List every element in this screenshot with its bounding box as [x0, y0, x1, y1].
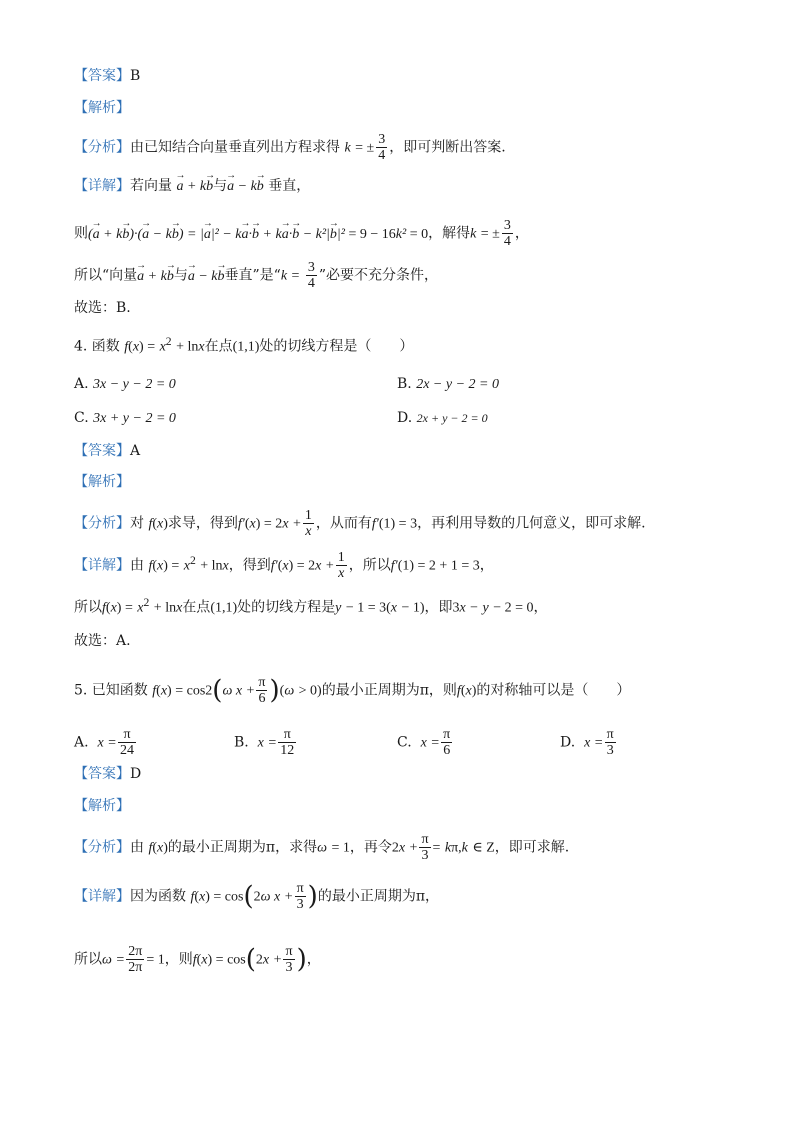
q5-fenxi-line: 【分析】由 f(x)的最小正周期为π，求得ω = 1，再令2x + $\frac{\pi}{3}$ = kπ,k ∈ Z，即可求解. [74, 832, 570, 863]
q5-analysis-line: 【解析】 [74, 798, 130, 814]
q3-detail1-line: 【详解】若向量 → a + k→ b与→ a − k→ b 垂直， [74, 176, 310, 197]
analysis-tag: 【解析】 [74, 100, 130, 116]
q4-stem: 4. 函数 $f(x) = x^2 + \ln x$在点(1,1)处的切线方程是（ ） [74, 335, 414, 355]
q4-option-d[interactable]: D. 2x + y − 2 = 0 [397, 410, 488, 426]
q5-detail2-line: 所以ω = $\frac{2\pi}{2\pi}$ = 1，则f(x) = cos(2x + $\frac{\pi}{3}$ )， [74, 944, 321, 975]
q3-conclusion: 故选：B. [74, 300, 131, 316]
q5-stem: 5. 已知函数 f(x) = cos2(ω x + $\frac{\pi}{6}$ )(ω > 0)的最小正周期为π，则f(x)的对称轴可以是（ ） [74, 675, 631, 706]
fenxi-tag: 【分析】 [74, 139, 130, 156]
q5-option-a[interactable]: A. x = $\frac{\pi}{24}$ [74, 727, 135, 758]
q4-detail1-line: 【详解】由 $f(x) = x^2 + \ln x$，得到f′(x) = 2x + $\frac{1}{x}$ ，所以f′(1) = 2 + 1 = 3， [74, 550, 494, 581]
q3-answer: B [130, 68, 141, 84]
q3-k-value: k [344, 140, 351, 156]
fraction-3-4: $\frac{3}{4}$ [378, 132, 386, 163]
q4-option-b[interactable]: B. 2x − y − 2 = 0 [397, 376, 499, 392]
q4-conclusion: 故选：A. [74, 633, 131, 649]
q3-fenxi-line: 【分析】由已知结合向量垂直列出方程求得 k = ± $\frac{3}{4}$ ，即可判断出答案. [74, 132, 506, 163]
q5-option-d[interactable]: D. x = $\frac{\pi}{3}$ [560, 727, 614, 758]
q3-analysis-line [74, 98, 130, 118]
q4-answer: A [130, 443, 141, 459]
answer-tag: 【答案】 [74, 68, 130, 84]
q4-option-c[interactable]: C. 3x + y − 2 = 0 [74, 410, 176, 426]
q3-detail2-line: 则(→ a + k→ b)·(→ a − k→ b) = |→ a|² − k→ a·→ b + k→ a·→ b − k²|→ b|² = 9 − 16k² = 0，解得k = ± $\frac{3}{4}$ ， [74, 218, 529, 249]
q5-detail1-line: 【详解】因为函数 f(x) = cos(2ω x + $\frac{\pi}{3}$ )的最小正周期为π， [74, 881, 440, 912]
q3-dot-product-expr: (→ a + k→ b)·(→ a − k→ b) = |→ a|² − k→ a·→ b + k→ a·→ b − k²|→ b|² = 9 − 16k² = 0 [88, 227, 428, 242]
q3-detail3-line: 所以“向量→ a + k→ b与→ a − k→ b垂直”是“k = $\frac{3}{4}$ ”必要不充分条件， [74, 260, 438, 291]
q5-option-c[interactable]: C. x = $\frac{\pi}{6}$ [397, 727, 451, 758]
xiangjie-tag: 【详解】 [74, 178, 130, 194]
q5-answer: D [130, 766, 142, 782]
q4-detail2-line: 所以$f(x) = x^2 + \ln x$在点(1,1)处的切线方程是y − 1 = 3(x − 1)，即3x − y − 2 = 0， [74, 596, 548, 616]
q4-analysis-line: 【解析】 [74, 474, 130, 490]
q5-option-b[interactable]: B. x = $\frac{\pi}{12}$ [234, 727, 295, 758]
q4-option-a[interactable]: A. 3x − y − 2 = 0 [74, 376, 176, 392]
q4-answer-line: 【答案】A [74, 443, 141, 459]
q3-answer-line [74, 66, 140, 86]
q4-fenxi-line: 【分析】对 f(x)求导，得到f′(x) = 2x + $\frac{1}{x}$ ，从而有f′(1) = 3，再利用导数的几何意义，即可求解. [74, 508, 646, 539]
q5-answer-line: 【答案】D [74, 766, 142, 782]
